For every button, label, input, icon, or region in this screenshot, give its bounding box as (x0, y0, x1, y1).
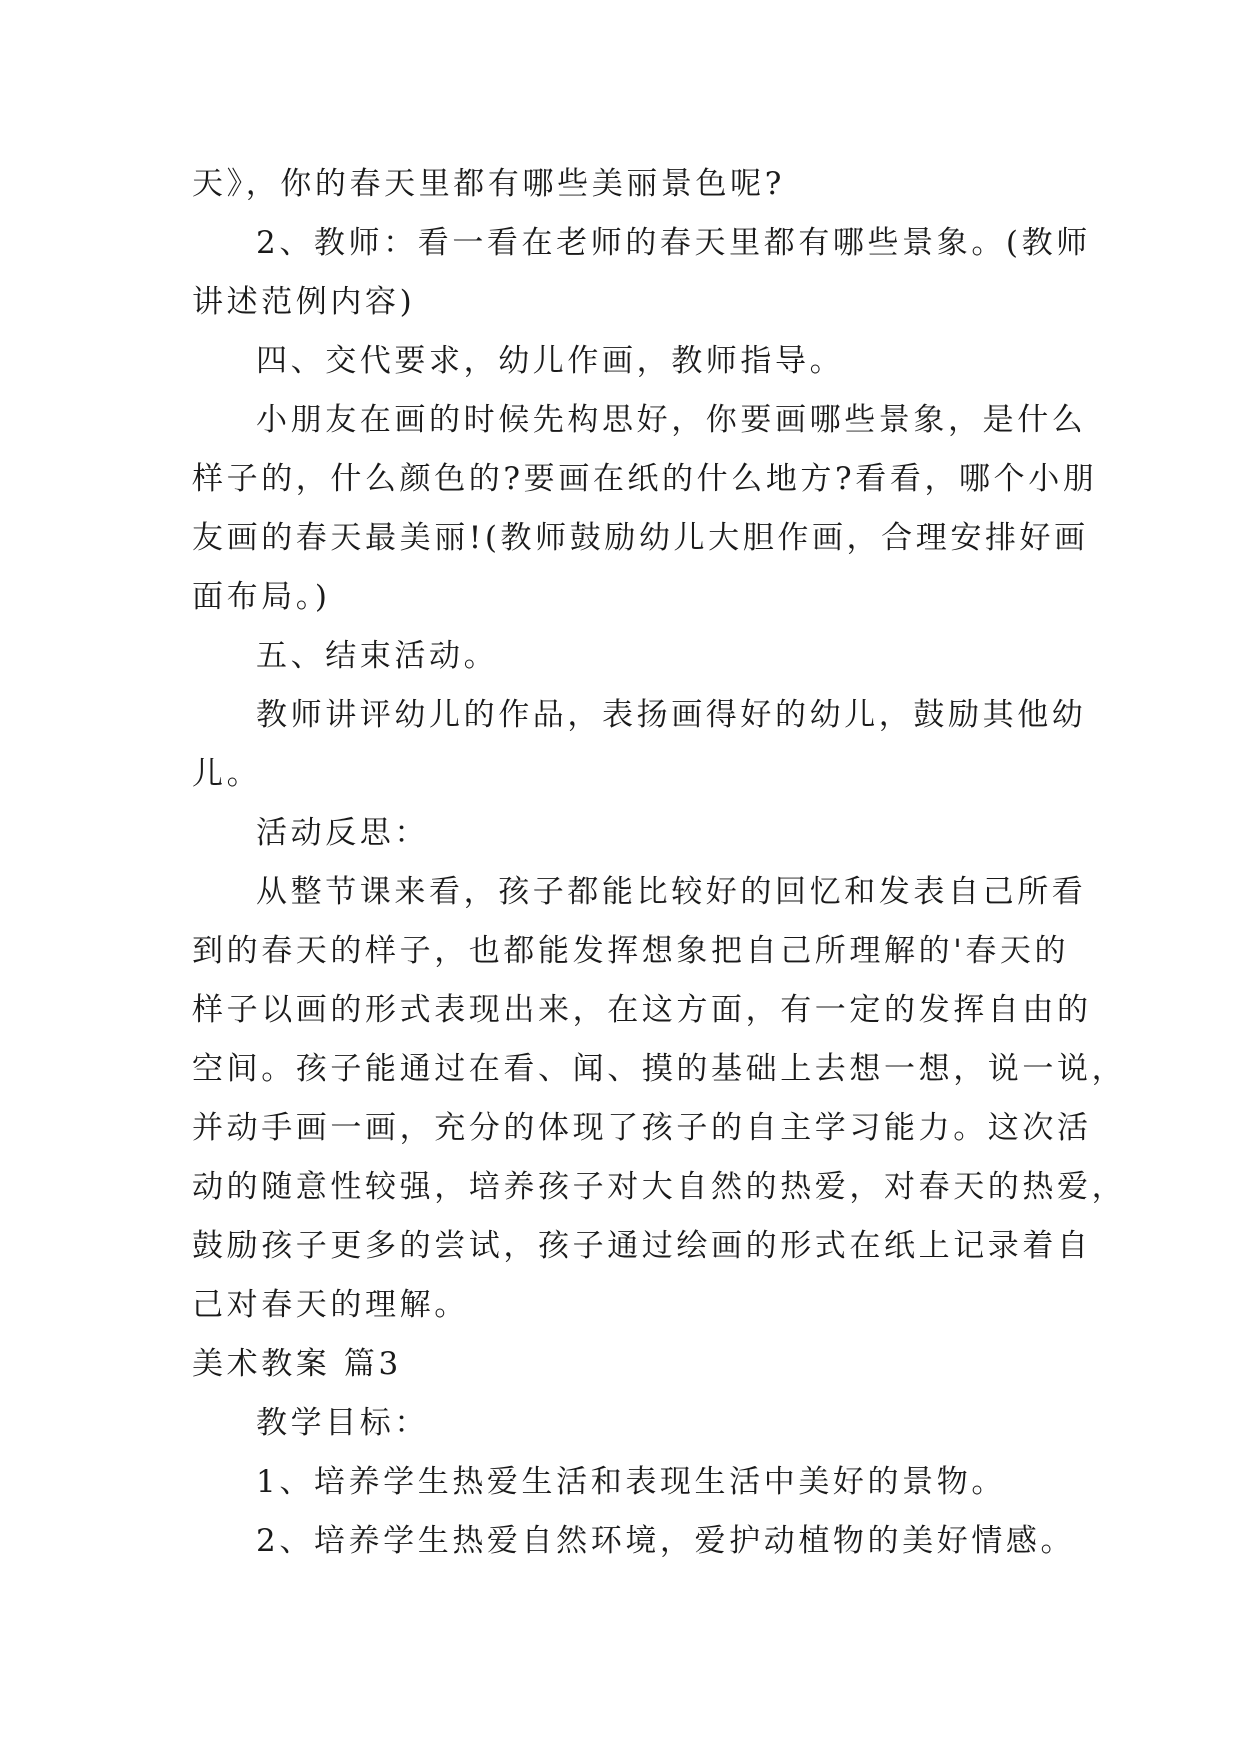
text-line: 2、教师：看一看在老师的春天里都有哪些景象。(教师 (256, 225, 1091, 261)
text-line: 友画的春天最美丽!(教师鼓励幼儿大胆作画，合理安排好画 (192, 520, 1089, 556)
text-line: 鼓励孩子更多的尝试，孩子通过绘画的形式在纸上记录着自 (192, 1228, 1092, 1264)
text-line: 动的随意性较强，培养孩子对大自然的热爱，对春天的热爱， (192, 1169, 1127, 1205)
article-title: 美术教案 篇3 (192, 1346, 402, 1382)
text-line: 样子以画的形式表现出来，在这方面，有一定的发挥自由的 (192, 992, 1092, 1028)
text-line: 空间。孩子能通过在看、闻、摸的基础上去想一想，说一说， (192, 1051, 1127, 1087)
section-heading: 活动反思： (256, 815, 429, 851)
text-line: 四、交代要求，幼儿作画，教师指导。 (256, 343, 845, 379)
text-line: 己对春天的理解。 (192, 1287, 469, 1323)
section-heading: 五、结束活动。 (256, 638, 499, 674)
text-line: 儿。 (192, 756, 262, 792)
text-line: 面布局。) (192, 579, 331, 615)
section-heading: 教学目标： (256, 1405, 429, 1441)
text-line: 教师讲评幼儿的作品，表扬画得好的幼儿，鼓励其他幼 (256, 697, 1087, 733)
text-line: 天》，你的春天里都有哪些美丽景色呢? (192, 166, 785, 202)
list-item: 2、培养学生热爱自然环境，爱护动植物的美好情感。 (256, 1523, 1076, 1559)
text-line: 讲述范例内容) (192, 284, 416, 320)
text-line: 到的春天的样子，也都能发挥想象把自己所理解的'春天的 (192, 933, 1070, 969)
text-line: 从整节课来看，孩子都能比较好的回忆和发表自己所看 (256, 874, 1087, 910)
text-line: 并动手画一画，充分的体现了孩子的自主学习能力。这次活 (192, 1110, 1092, 1146)
text-line: 样子的，什么颜色的?要画在纸的什么地方?看看，哪个小朋 (192, 461, 1098, 497)
text-line: 小朋友在画的时候先构思好，你要画哪些景象，是什么 (256, 402, 1087, 438)
list-item: 1、培养学生热爱生活和表现生活中美好的景物。 (256, 1464, 1006, 1500)
